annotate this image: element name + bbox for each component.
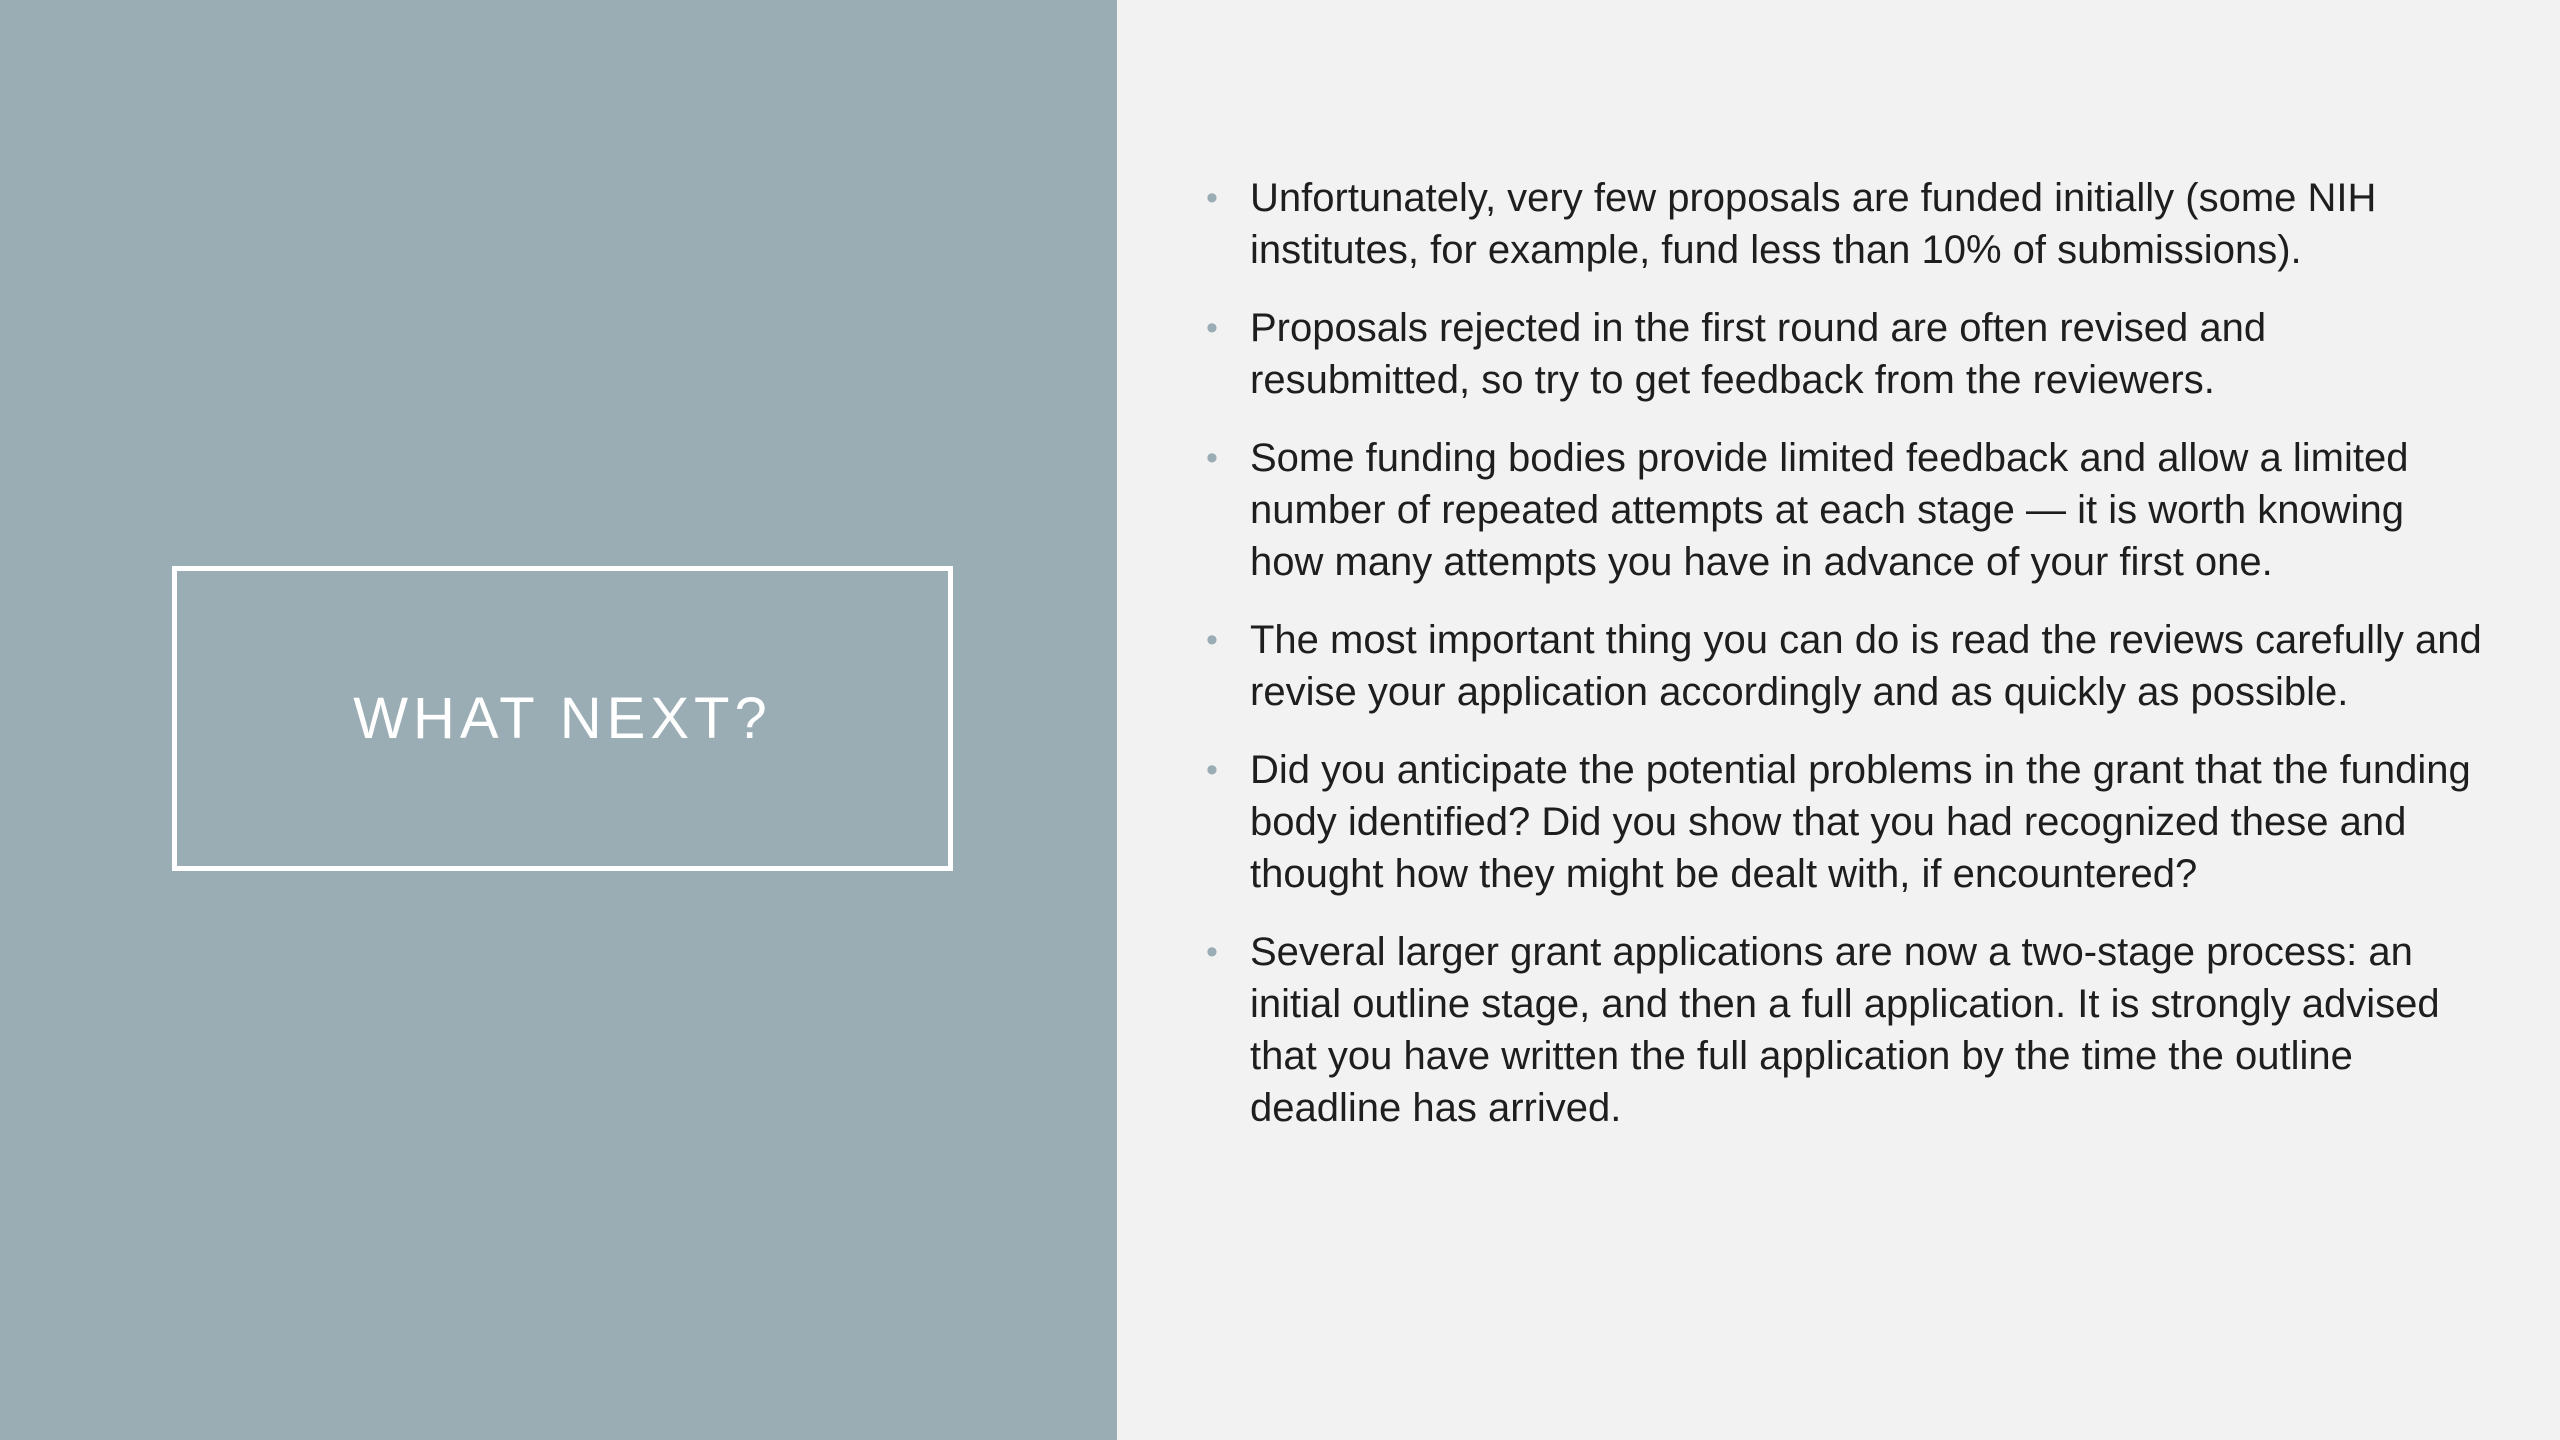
bullet-icon: • bbox=[1206, 179, 1218, 217]
title-panel bbox=[0, 0, 1117, 1440]
bullet-text: Some funding bodies provide limited feedback and allow a limited number of repeated attempts at each stage — it is worth knowing how many attempts you have in advance of your first one. bbox=[1250, 436, 2409, 584]
bullet-item bbox=[1198, 926, 2488, 1134]
bullet-text: Proposals rejected in the first round are often revised and resubmitted, so try to get feedback from the reviewers. bbox=[1250, 306, 2267, 402]
bullet-item bbox=[1198, 614, 2488, 718]
bullet-list bbox=[1198, 172, 2488, 1160]
bullet-text: The most important thing you can do is read the reviews carefully and revise your application accordingly and as quickly as possible. bbox=[1250, 618, 2482, 714]
bullet-text: Several larger grant applications are now a two-stage process: an initial outline stage, and then a full application. It is strongly advised that you have written the full application by the time the outline deadline has arrived. bbox=[1250, 930, 2440, 1130]
bullet-item bbox=[1198, 172, 2488, 276]
bullet-item bbox=[1198, 744, 2488, 900]
bullet-icon: • bbox=[1206, 933, 1218, 971]
bullet-item bbox=[1198, 432, 2488, 588]
bullet-icon: • bbox=[1206, 621, 1218, 659]
title-frame bbox=[172, 566, 953, 871]
bullet-icon: • bbox=[1206, 309, 1218, 347]
bullet-icon: • bbox=[1206, 751, 1218, 789]
bullet-icon: • bbox=[1206, 439, 1218, 477]
slide-title: WHAT NEXT? bbox=[353, 686, 772, 751]
bullet-item bbox=[1198, 302, 2488, 406]
bullet-text: Unfortunately, very few proposals are funded initially (some NIH institutes, for example, fund less than 10% of submissions). bbox=[1250, 176, 2377, 272]
bullet-text: Did you anticipate the potential problems in the grant that the funding body identified? Did you show that you had recognized these and thought how they might be dealt with, if encountered? bbox=[1250, 748, 2471, 896]
